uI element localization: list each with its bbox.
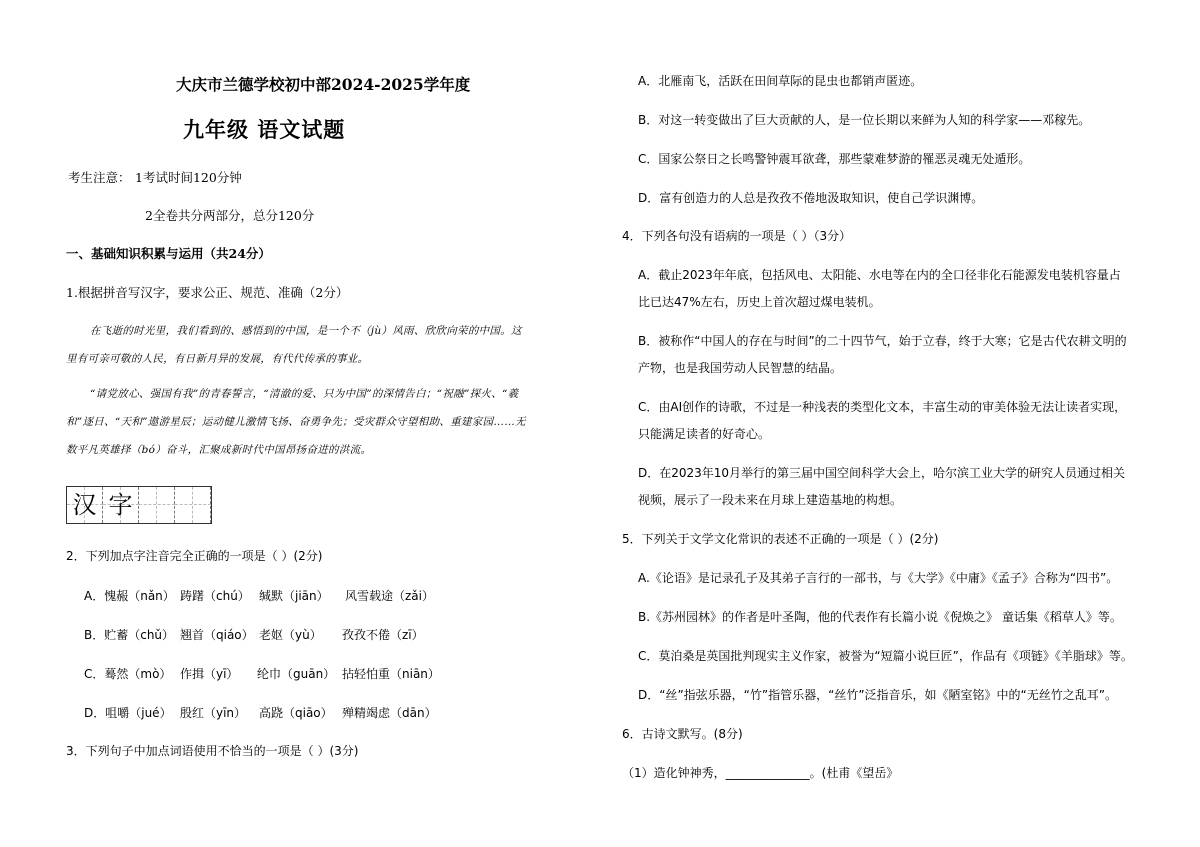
passage-line: 在飞逝的时光里，我们看到的、感悟到的中国，是一个不（jù）风雨、欣欣向荣的中国。这: [90, 325, 522, 337]
passage-line: 里有可亲可敬的人民，有日新月异的发展，有代代传承的事业。: [66, 353, 369, 365]
q2-option-d-2: 殷红（yīn）: [180, 706, 247, 720]
school-header: 大庆市兰德学校初中部2024-2025学年度: [176, 75, 471, 94]
q2-option-b-3: 老妪（yù）: [259, 628, 322, 642]
grid-cell: 字: [103, 487, 139, 523]
q2-option-b-1: B．贮蓄（chǔ）: [84, 628, 175, 642]
q4-option-b-line2: 产物，也是我国劳动人民智慧的结晶。: [638, 361, 843, 375]
q2-option-c-1: C．蓦然（mò）: [84, 667, 172, 681]
q4-option-a-line1: A．截止2023年年底，包括风电、太阳能、水电等在内的全口径非化石能源发电装机容量占: [638, 268, 1121, 282]
q2-option-b-4: 孜孜不倦（zī）: [342, 628, 424, 642]
q5-option-a: A.《论语》是记录孔子及其弟子言行的一部书，与《大学》《中庸》《孟子》合称为“四书”。: [638, 571, 1119, 585]
grid-cell-blank[interactable]: [139, 487, 175, 523]
q4-option-d-line1: D．在2023年10月举行的第三届中国空间科学大会上，哈尔滨工业大学的研究人员通过相关: [638, 466, 1126, 480]
q4-option-b-line1: B．被称作“中国人的存在与时间”的二十四节气，始于立春，终于大寒；它是古代农耕文明的: [638, 334, 1127, 348]
q5-option-b: B.《苏州园林》的作者是叶圣陶，他的代表作有长篇小说《倪焕之》 童话集《稻草人》等。: [638, 610, 1122, 624]
q2-option-a-3: 缄默（jiān）: [259, 589, 329, 603]
section-heading: 一、基础知识积累与运用（共24分）: [66, 246, 271, 261]
question-5-stem: 5．下列关于文学文化常识的表述不正确的一项是（ ）(2分): [622, 532, 939, 546]
q3-option-d: D．富有创造力的人总是孜孜不倦地汲取知识，使自己学识渊博。: [638, 191, 984, 205]
q2-option-c-4: 拈轻怕重（niān）: [342, 667, 440, 681]
q2-option-c-3: 纶巾（guān）: [257, 667, 336, 681]
q2-option-c-2: 作揖（yī）: [180, 667, 239, 681]
q2-option-d-1: D．咀嚼（jué）: [84, 706, 172, 720]
q3-option-a: A．北雁南飞，活跃在田间草际的昆虫也都销声匿迹。: [638, 74, 923, 88]
notice-label: 考生注意：: [68, 170, 131, 185]
passage-line: 和”逐日、“天和”遨游星辰；运动健儿激情飞扬、奋勇争先；受灾群众守望相助、重建家园……无: [66, 416, 526, 428]
passage-line: 数平凡英雄择（bó）奋斗，汇聚成新时代中国昂扬奋进的洪流。: [66, 444, 372, 456]
q2-option-a-1: A．愧赧（nǎn）: [84, 589, 175, 603]
q3-option-b: B．对这一转变做出了巨大贡献的人，是一位长期以来鲜为人知的科学家——邓稼先。: [638, 113, 1091, 127]
notice-item-1: 1考试时间120分钟: [135, 170, 242, 185]
grid-cell: 汉: [67, 487, 103, 523]
question-3-stem: 3．下列句子中加点词语使用不恰当的一项是（ ）(3分): [66, 744, 359, 758]
q5-option-d: D．“丝”指弦乐器，“竹”指管乐器，“丝竹”泛指音乐，如《陋室铭》中的“无丝竹之乱耳”。: [638, 688, 1117, 702]
q2-option-a-4: 风雪载途（zǎi）: [345, 589, 434, 603]
q4-option-c-line1: C．由AI创作的诗歌，不过是一种浅表的类型化文本，丰富生动的审美体验无法让读者实现，: [638, 400, 1127, 414]
q2-option-a-2: 踌躇（chú）: [180, 589, 250, 603]
q4-option-d-line2: 视频，展示了一段未来在月球上建造基地的构想。: [638, 493, 903, 507]
question-2-stem: 2．下列加点字注音完全正确的一项是（ ）(2分): [66, 549, 323, 563]
notice-item-2: 2全卷共分两部分，总分120分: [145, 208, 315, 223]
question-1-stem: 1.根据拼音写汉字，要求公正、规范、准确（2分）: [66, 285, 349, 300]
q5-option-c: C．莫泊桑是英国批判现实主义作家，被誉为“短篇小说巨匠”，作品有《项链》《羊脂球》等。: [638, 649, 1133, 663]
question-4-stem: 4．下列各句没有语病的一项是（ ）（3分）: [622, 229, 852, 243]
q4-option-a-line2: 比已达47%左右，历史上首次超过煤电装机。: [638, 295, 881, 309]
q2-option-d-4: 殚精竭虑（dān）: [342, 706, 437, 720]
character-grid: [66, 486, 212, 524]
q4-option-c-line2: 只能满足读者的好奇心。: [638, 427, 771, 441]
passage-line: “请党放心、强国有我”的青春誓言，“清澈的爱、只为中国”的深情告白；“祝融”探火、“羲: [90, 388, 519, 400]
q6-item-1: （1）造化钟神秀，______________。(杜甫《望岳》: [622, 766, 899, 780]
q2-option-b-2: 翘首（qiáo）: [180, 628, 254, 642]
q2-option-d-3: 高跷（qiāo）: [259, 706, 333, 720]
question-6-stem: 6．古诗文默写。(8分): [622, 727, 743, 741]
grid-cell-blank[interactable]: [175, 487, 211, 523]
q3-option-c: C．国家公祭日之长鸣警钟震耳欲聋，那些蒙难梦游的罹恶灵魂无处遁形。: [638, 152, 1031, 166]
page-title: 九年级 语文试题: [183, 117, 346, 142]
